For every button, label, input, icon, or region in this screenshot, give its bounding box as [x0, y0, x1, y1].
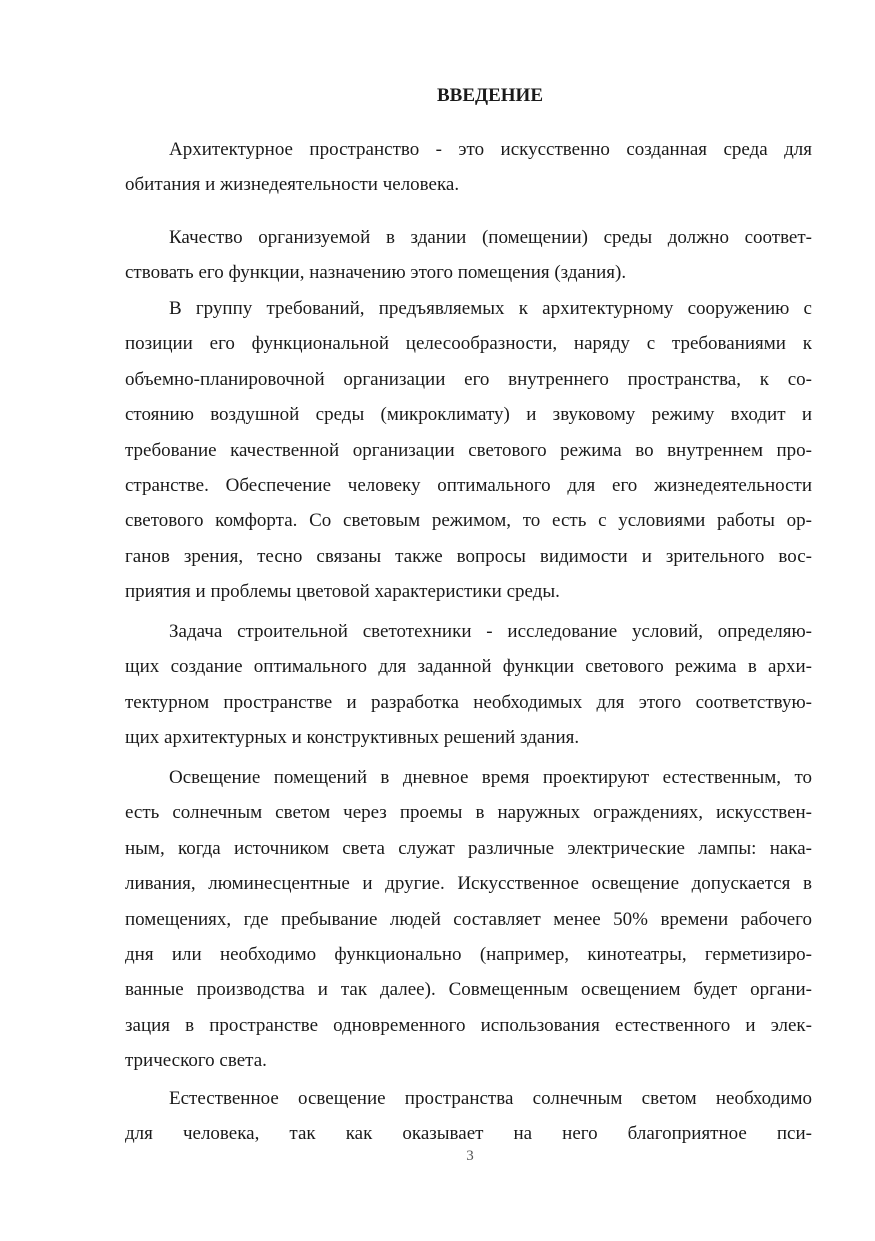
text-line: щих создание оптимального для заданной функции светового режима в архи- — [125, 656, 812, 678]
text-line: ливания, люминесцентные и другие. Искусственное освещение допускается в — [125, 873, 812, 895]
text-line: Задача строительной светотехники - исследование условий, определяю- — [169, 621, 812, 642]
text-line: ванные производства и так далее). Совмещенным освещением будет органи- — [125, 979, 812, 1001]
paragraph-5 — [125, 760, 812, 1079]
paragraph-2 — [125, 220, 812, 291]
page-title: ВВЕДЕНИЕ — [437, 85, 543, 106]
text-line: обитания и жизнедеятельности человека. — [125, 174, 460, 196]
paragraph-6 — [125, 1081, 812, 1152]
text-line: щих архитектурных и конструктивных решений здания. — [125, 727, 580, 749]
text-line: Освещение помещений в дневное время проектируют естественным, то — [169, 767, 812, 788]
text-line: помещениях, где пребывание людей составляет менее 50% времени рабочего — [125, 908, 812, 930]
text-line: Естественное освещение пространства солнечным светом необходимо — [169, 1088, 812, 1109]
page-number: 3 — [466, 1148, 474, 1164]
paragraph-1 — [125, 132, 812, 203]
text-line: странстве. Обеспечение человеку оптимального для его жизнедеятельности — [125, 474, 812, 496]
text-line: ным, когда источником света служат различные электрические лампы: нака- — [125, 837, 812, 859]
text-line: требование качественной организации светового режима во внутреннем про- — [125, 439, 812, 461]
text-line: светового комфорта. Со световым режимом, то есть с условиями работы ор- — [125, 510, 812, 532]
text-line: объемно-планировочной организации его внутреннего пространства, к со- — [125, 368, 812, 390]
text-line: Архитектурное пространство - это искусственно созданная среда для — [169, 139, 812, 160]
text-line: стоянию воздушной среды (микроклимату) и звуковому режиму входит и — [125, 404, 812, 426]
paragraph-3 — [125, 291, 812, 610]
text-line: дня или необходимо функционально (например, кинотеатры, герметизиро- — [125, 943, 812, 965]
text-line: для человека, так как оказывает на него благоприятное пси- — [125, 1123, 812, 1145]
paragraph-4 — [125, 614, 812, 756]
text-line: В группу требований, предъявляемых к архитектурному сооружению с — [169, 298, 812, 319]
text-line: тектурном пространстве и разработка необходимых для этого соответствую- — [125, 691, 812, 713]
text-line: позиции его функциональной целесообразности, наряду с требованиями к — [125, 333, 812, 355]
text-line: зация в пространстве одновременного использования естественного и элек- — [125, 1014, 812, 1036]
text-line: приятия и проблемы цветовой характеристики среды. — [125, 581, 560, 603]
text-line: ганов зрения, тесно связаны также вопросы видимости и зрительного вос- — [125, 545, 812, 567]
text-line: Качество организуемой в здании (помещении) среды должно соответ- — [169, 227, 812, 248]
text-line: трического света. — [125, 1050, 267, 1072]
text-line: есть солнечным светом через проемы в наружных ограждениях, искусствен- — [125, 802, 812, 824]
text-line: ствовать его функции, назначению этого помещения (здания). — [125, 262, 627, 284]
